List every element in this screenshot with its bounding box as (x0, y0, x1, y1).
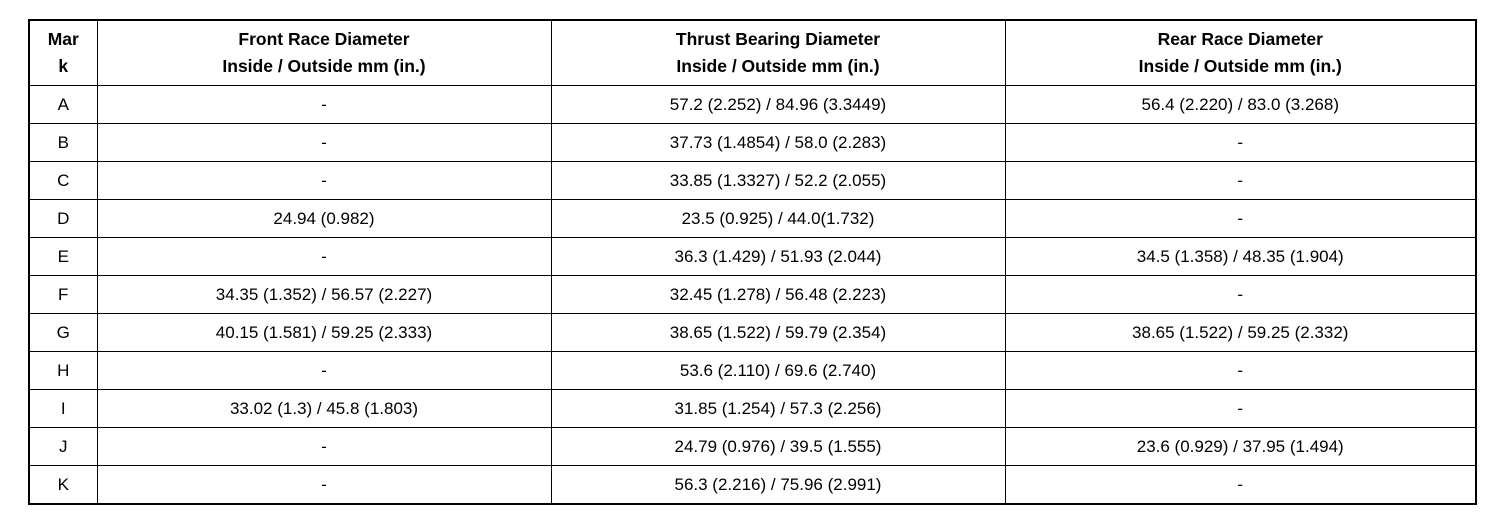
table-row (29, 124, 1476, 162)
cell-thrust-bearing: 53.6 (2.110) / 69.6 (2.740) (551, 352, 1005, 390)
table-row (29, 314, 1476, 352)
cell-rear-race: 38.65 (1.522) / 59.25 (2.332) (1005, 314, 1476, 352)
cell-rear-race: - (1005, 466, 1476, 505)
header-mark-line2: k (58, 56, 69, 76)
cell-front-race: - (97, 466, 551, 505)
table-row (29, 466, 1476, 505)
table-row (29, 162, 1476, 200)
table-row (29, 86, 1476, 124)
cell-mark: J (29, 428, 97, 466)
cell-front-race: 40.15 (1.581) / 59.25 (2.333) (97, 314, 551, 352)
cell-rear-race: 56.4 (2.220) / 83.0 (3.268) (1005, 86, 1476, 124)
cell-mark: C (29, 162, 97, 200)
cell-thrust-bearing: 36.3 (1.429) / 51.93 (2.044) (551, 238, 1005, 276)
cell-thrust-bearing: 33.85 (1.3327) / 52.2 (2.055) (551, 162, 1005, 200)
table-body (29, 86, 1476, 505)
header-thrust-bearing-line1: Thrust Bearing Diameter (675, 29, 881, 49)
cell-rear-race: - (1005, 162, 1476, 200)
table-row (29, 352, 1476, 390)
header-thrust-bearing (551, 20, 1005, 86)
cell-front-race: - (97, 86, 551, 124)
cell-mark: G (29, 314, 97, 352)
cell-rear-race: - (1005, 390, 1476, 428)
cell-rear-race: 34.5 (1.358) / 48.35 (1.904) (1005, 238, 1476, 276)
table-row (29, 200, 1476, 238)
table-header-row (29, 20, 1476, 86)
table-row (29, 428, 1476, 466)
table-row (29, 390, 1476, 428)
cell-front-race: - (97, 124, 551, 162)
header-mark-line1: Mar (47, 29, 79, 49)
cell-mark: A (29, 86, 97, 124)
cell-rear-race: - (1005, 124, 1476, 162)
table-row (29, 238, 1476, 276)
cell-thrust-bearing: 31.85 (1.254) / 57.3 (2.256) (551, 390, 1005, 428)
header-front-race (97, 20, 551, 86)
cell-front-race: - (97, 352, 551, 390)
cell-thrust-bearing: 57.2 (2.252) / 84.96 (3.3449) (551, 86, 1005, 124)
header-thrust-bearing-line2: Inside / Outside mm (in.) (676, 56, 880, 76)
cell-rear-race: 23.6 (0.929) / 37.95 (1.494) (1005, 428, 1476, 466)
cell-thrust-bearing: 38.65 (1.522) / 59.79 (2.354) (551, 314, 1005, 352)
cell-mark: E (29, 238, 97, 276)
cell-thrust-bearing: 23.5 (0.925) / 44.0(1.732) (551, 200, 1005, 238)
cell-rear-race: - (1005, 200, 1476, 238)
header-rear-race-line1: Rear Race Diameter (1157, 29, 1323, 49)
header-rear-race-line2: Inside / Outside mm (in.) (1138, 56, 1342, 76)
cell-mark: B (29, 124, 97, 162)
header-mark (29, 20, 97, 86)
cell-mark: I (29, 390, 97, 428)
cell-mark: F (29, 276, 97, 314)
cell-front-race: - (97, 428, 551, 466)
cell-thrust-bearing: 56.3 (2.216) / 75.96 (2.991) (551, 466, 1005, 505)
cell-front-race: 33.02 (1.3) / 45.8 (1.803) (97, 390, 551, 428)
header-front-race-line1: Front Race Diameter (238, 29, 410, 49)
header-front-race-line2: Inside / Outside mm (in.) (222, 56, 426, 76)
header-rear-race (1005, 20, 1476, 86)
cell-front-race: - (97, 162, 551, 200)
cell-rear-race: - (1005, 352, 1476, 390)
cell-front-race: 34.35 (1.352) / 56.57 (2.227) (97, 276, 551, 314)
table-row (29, 276, 1476, 314)
cell-thrust-bearing: 37.73 (1.4854) / 58.0 (2.283) (551, 124, 1005, 162)
cell-mark: K (29, 466, 97, 505)
bearing-diameter-table (28, 19, 1477, 505)
cell-mark: H (29, 352, 97, 390)
cell-mark: D (29, 200, 97, 238)
cell-rear-race: - (1005, 276, 1476, 314)
cell-thrust-bearing: 32.45 (1.278) / 56.48 (2.223) (551, 276, 1005, 314)
cell-front-race: - (97, 238, 551, 276)
cell-thrust-bearing: 24.79 (0.976) / 39.5 (1.555) (551, 428, 1005, 466)
cell-front-race: 24.94 (0.982) (97, 200, 551, 238)
